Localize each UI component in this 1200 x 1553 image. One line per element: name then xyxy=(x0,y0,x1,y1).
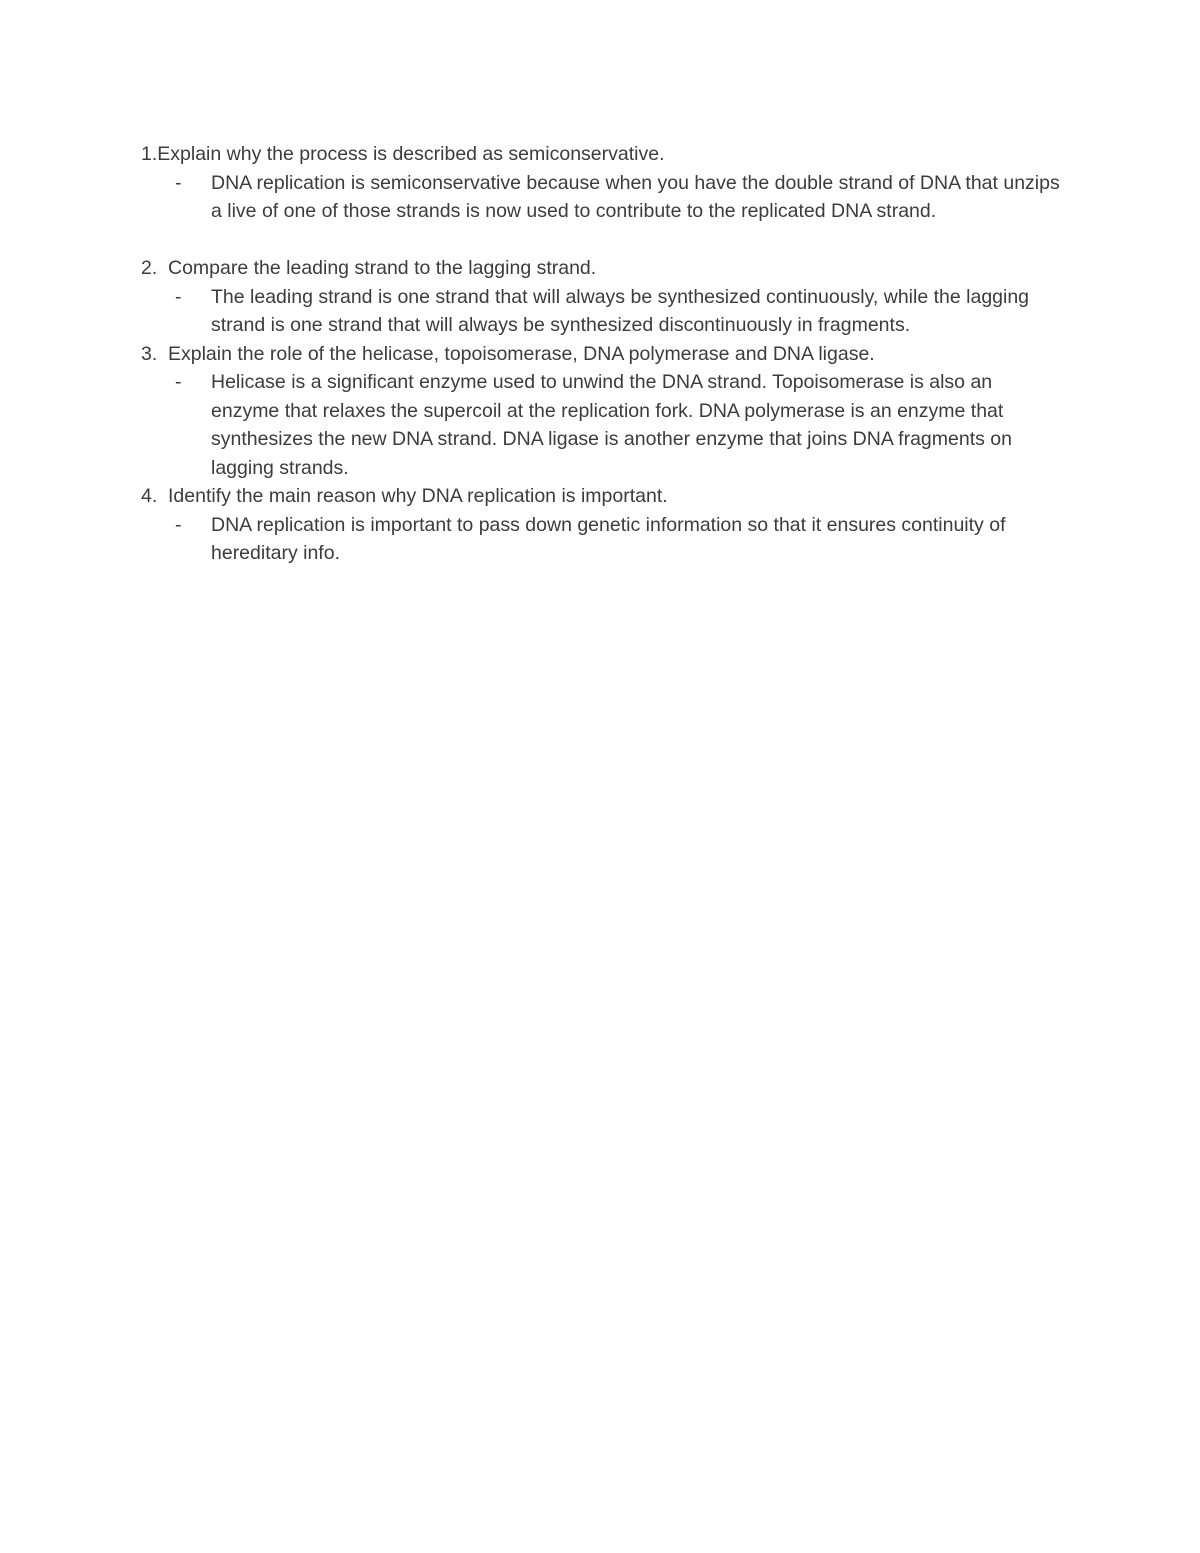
answer-1-bullet: - xyxy=(175,171,182,194)
answer-4 xyxy=(141,511,1061,568)
question-1-text: Explain why the process is described as semiconservative. xyxy=(157,143,665,165)
question-3 xyxy=(141,340,1071,369)
question-1-number: 1. xyxy=(141,143,158,165)
answer-2 xyxy=(141,283,1061,340)
answer-2-bullet: - xyxy=(175,285,182,308)
question-1 xyxy=(141,140,1071,169)
answer-4-bullet: - xyxy=(175,513,182,536)
answer-3-text: Helicase is a significant enzyme used to unwind the DNA strand. Topoisomerase is also an enzyme that relaxes the supercoil at the replication fork. DNA polymerase is an enzyme that synthesizes the new DNA strand. DNA ligase is another enzyme that joins DNA fragments on lagging strands. xyxy=(211,371,1012,479)
question-2-number: 2. xyxy=(141,257,158,279)
answer-3 xyxy=(141,368,1061,482)
answer-2-text: The leading strand is one strand that will always be synthesized continuously, while the lagging strand is one strand that will always be synthesized discontinuously in fragments. xyxy=(211,285,1030,336)
question-2-text: Compare the leading strand to the lagging strand. xyxy=(168,257,597,279)
answer-1 xyxy=(141,169,1061,226)
answer-3-bullet: - xyxy=(175,371,182,393)
answer-1-text: DNA replication is semiconservative because when you have the double strand of DNA that unzips a live of one of those strands is now used to contribute to the replicated DNA strand. xyxy=(211,171,1060,222)
question-4 xyxy=(141,482,1071,511)
blank-line xyxy=(141,226,1071,255)
question-3-number: 3. xyxy=(141,342,158,365)
question-3-text: Explain the role of the helicase, topoisomerase, DNA polymerase and DNA ligase. xyxy=(168,342,875,365)
question-2 xyxy=(141,254,1071,283)
question-4-text: Identify the main reason why DNA replication is important. xyxy=(168,485,668,507)
question-list xyxy=(141,140,1071,568)
answer-4-text: DNA replication is important to pass down genetic information so that it ensures continuity of hereditary info. xyxy=(211,513,1006,564)
question-4-number: 4. xyxy=(141,485,158,507)
